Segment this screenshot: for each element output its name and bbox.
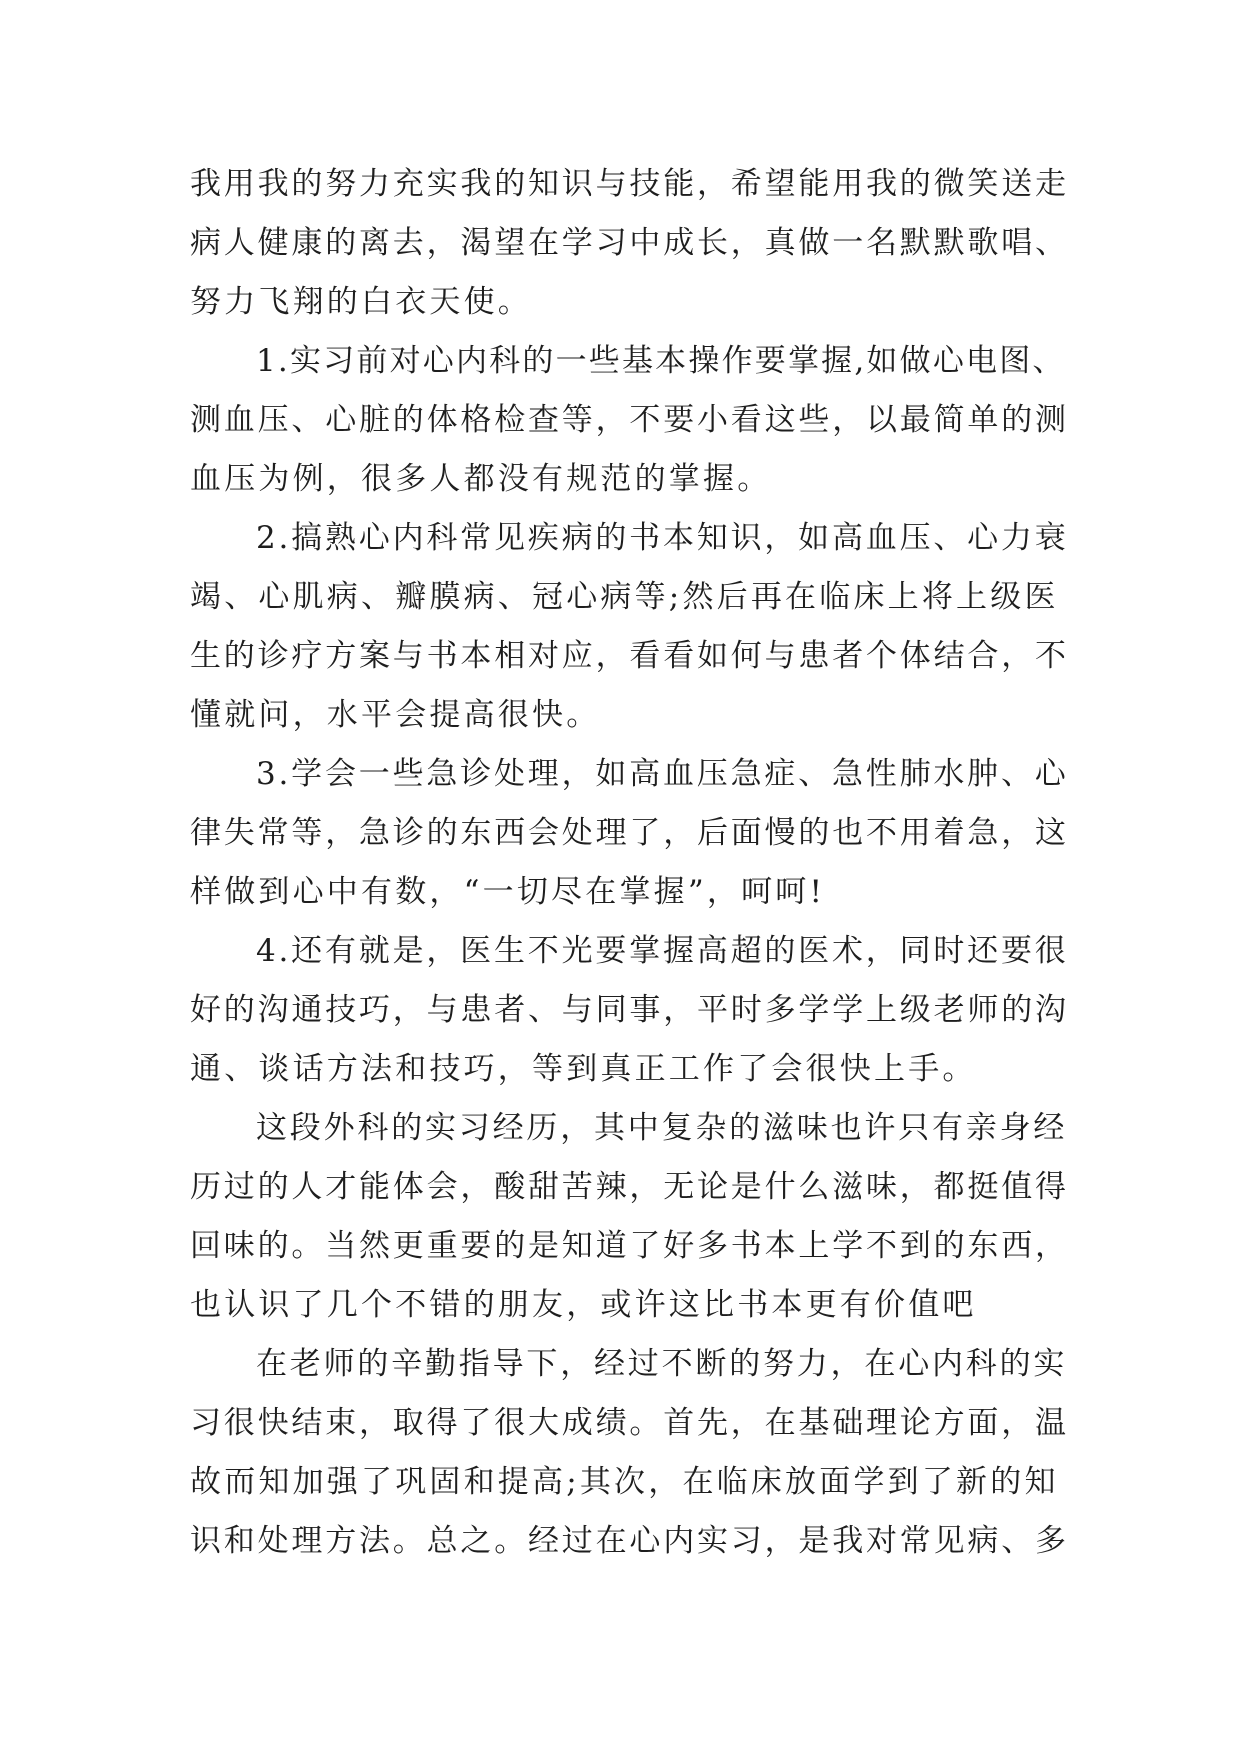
text-line: 我用我的努力充实我的知识与技能，希望能用我的微笑送走 — [190, 166, 1069, 202]
text-line: 通、谈话方法和技巧，等到真正工作了会很快上手。 — [190, 1051, 977, 1087]
text-line: 懂就问，水平会提高很快。 — [190, 697, 601, 733]
text-line: 测血压、心脏的体格检查等，不要小看这些，以最简单的测 — [190, 402, 1069, 438]
text-line: 识和处理方法。总之。经过在心内实习，是我对常见病、多 — [190, 1523, 1069, 1559]
paragraph-first-line: 2.搞熟心内科常见疾病的书本知识，如高血压、心力衰 — [256, 520, 1069, 556]
text-line: 努力飞翔的白衣天使。 — [190, 284, 532, 320]
text-line: 律失常等，急诊的东西会处理了，后面慢的也不用着急，这 — [190, 815, 1069, 851]
text-line: 历过的人才能体会，酸甜苦辣，无论是什么滋味，都挺值得 — [190, 1169, 1069, 1205]
text-line: 血压为例，很多人都没有规范的掌握。 — [190, 461, 772, 497]
paragraph-first-line: 在老师的辛勤指导下，经过不断的努力，在心内科的实 — [256, 1346, 1068, 1382]
paragraph-first-line: 3.学会一些急诊处理，如高血压急症、急性肺水肿、心 — [256, 756, 1069, 792]
paragraph-first-line: 1.实习前对心内科的一些基本操作要掌握,如做心电图、 — [256, 343, 1066, 379]
body-text — [190, 155, 1070, 1571]
paragraph-first-line: 4.还有就是，医生不光要掌握高超的医术，同时还要很 — [256, 933, 1069, 969]
paragraph-first-line: 这段外科的实习经历，其中复杂的滋味也许只有亲身经 — [256, 1110, 1068, 1146]
text-line: 习很快结束，取得了很大成绩。首先，在基础理论方面，温 — [190, 1405, 1069, 1441]
text-line: 故而知加强了巩固和提高;其次，在临床放面学到了新的知 — [190, 1464, 1059, 1500]
text-line: 病人健康的离去，渴望在学习中成长，真做一名默默歌唱、 — [190, 225, 1069, 261]
text-line: 也认识了几个不错的朋友，或许这比书本更有价值吧 — [190, 1287, 977, 1323]
text-line: 生的诊疗方案与书本相对应，看看如何与患者个体结合，不 — [190, 638, 1069, 674]
text-line: 回味的。当然更重要的是知道了好多书本上学不到的东西， — [190, 1228, 1069, 1264]
text-line: 样做到心中有数，“一切尽在掌握”，呵呵! — [190, 874, 826, 910]
text-line: 好的沟通技巧，与患者、与同事，平时多学学上级老师的沟 — [190, 992, 1069, 1028]
text-line: 竭、心肌病、瓣膜病、冠心病等;然后再在临床上将上级医 — [190, 579, 1059, 615]
